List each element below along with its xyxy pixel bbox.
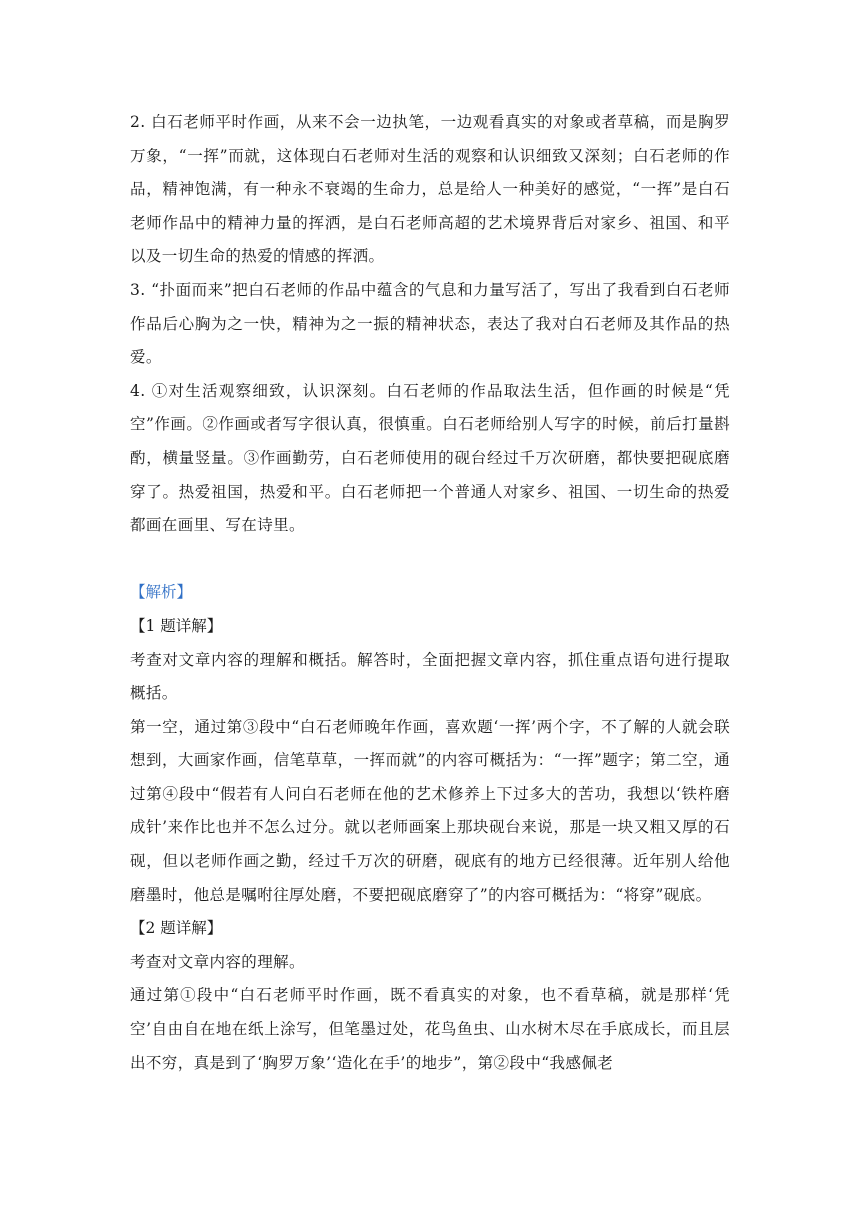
- q1-paragraph-1: 考查对文章内容的理解和概括。解答时，全面把握文章内容，抓住重点语句进行提取概括。: [130, 650, 730, 703]
- answer-3: 3. “扑面而来”把白石老师的作品中蕴含的气息和力量写活了，写出了我看到白石老师作品后心胸为之一快，精神为之一振的精神状态，表达了我对白石老师及其作品的热爱。: [130, 280, 730, 367]
- q1-heading: 【1 题详解】: [130, 616, 223, 635]
- q2-paragraph-1: 考查对文章内容的理解。: [130, 952, 305, 971]
- document-page: [130, 106, 730, 1080]
- analysis-tag: 【解析】: [130, 583, 193, 602]
- answer-2: 2. 白石老师平时作画，从来不会一边执笔，一边观看真实的对象或者草稿，而是胸罗万象，“一挥”而就，这体现白石老师对生活的观察和认识细致又深刻；白石老师的作品，精神饱满，有一种永不衰竭的生命力，总是给人一种美好的感觉，“一挥”是白石老师作品中的精神力量的挥洒，是白石老师高超的艺术境界背后对家乡、祖国、和平以及一切生命的热爱的情感的挥洒。: [130, 113, 730, 266]
- q1-paragraph-2: 第一空，通过第③段中“白石老师晚年作画，喜欢题‘一挥’两个字，不了解的人就会联想到，大画家作画，信笔草草，一挥而就”的内容可概括为：“一挥”题字；第二空，通过第④段中“假若有人问白石老师在他的艺术修养上下过多大的苦功，我想以‘铁杵磨成针’来作比也并不怎么过分。就以老师画案上那块砚台来说，那是一块又粗又厚的石砚，但以老师作画之勤，经过千万次的研磨，砚底有的地方已经很薄。近年别人给他磨墨时，他总是嘱咐往厚处磨，不要把砚底磨穿了”的内容可概括为：“将穿”砚底。: [130, 717, 730, 904]
- q2-heading: 【2 题详解】: [130, 919, 223, 938]
- answer-4: 4. ①对生活观察细致，认识深刻。白石老师的作品取法生活，但作画的时候是“凭空”作画。②作画或者写字很认真，很慎重。白石老师给别人写字的时候，前后打量斟酌，横量竖量。③作画勤劳，白石老师使用的砚台经过千万次研磨，都快要把砚底磨穿了。热爱祖国，热爱和平。白石老师把一个普通人对家乡、祖国、一切生命的热爱都画在画里、写在诗里。: [130, 381, 730, 535]
- q2-paragraph-2: 通过第①段中“白石老师平时作画，既不看真实的对象，也不看草稿，就是那样‘凭空’自由自在地在纸上涂写，但笔墨过处，花鸟鱼虫、山水树木尽在手底成长，而且层出不穷，真是到了‘胸罗万象’‘造化在手’的地步”，第②段中“我感佩老: [130, 986, 730, 1072]
- section-spacer: [130, 543, 730, 577]
